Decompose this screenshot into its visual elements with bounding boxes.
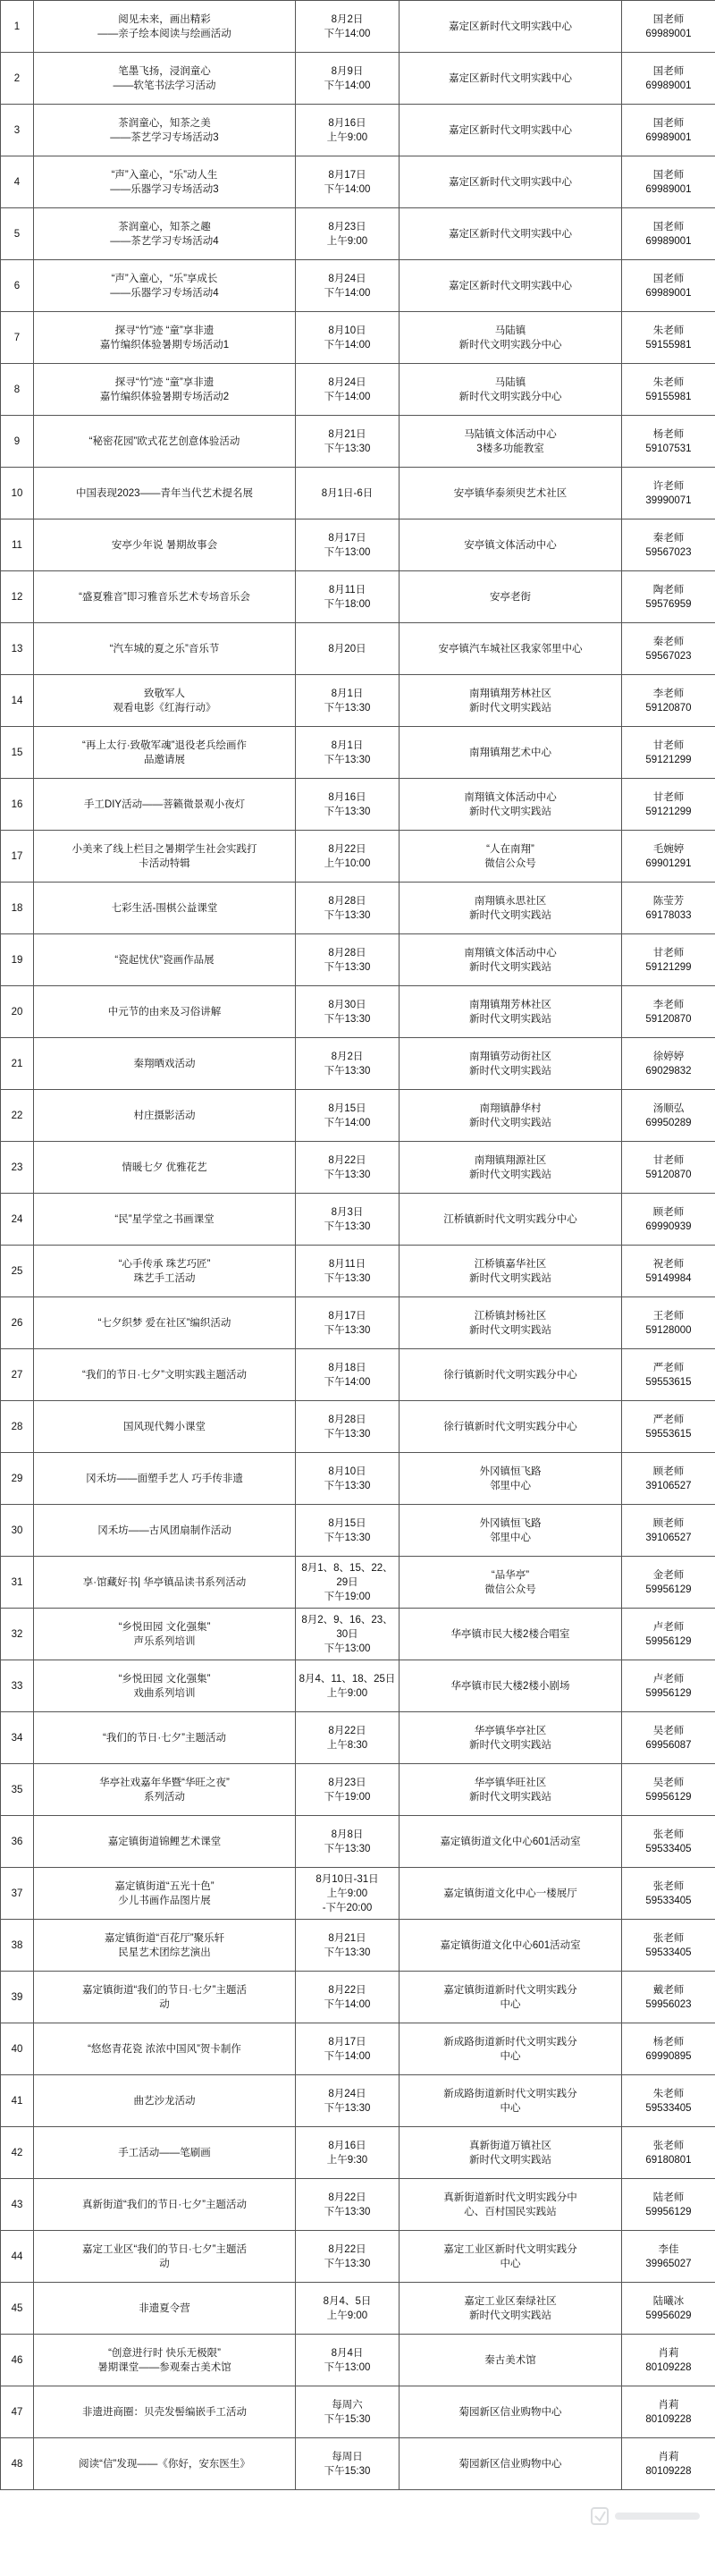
activity-time: 8月28日 下午13:30 (296, 1401, 400, 1453)
row-number: 23 (1, 1142, 34, 1194)
row-number: 3 (1, 105, 34, 156)
activity-name: 中国表现2023——青年当代艺术提名展 (34, 468, 296, 519)
activity-time: 8月20日 (296, 623, 400, 675)
activity-time: 8月24日 下午13:30 (296, 2075, 400, 2127)
activity-place: “品华亭” 微信公众号 (400, 1557, 622, 1609)
row-number: 45 (1, 2283, 34, 2335)
activity-time: 8月23日 上午9:00 (296, 208, 400, 260)
table-row (1, 1453, 715, 1505)
table-row (1, 2438, 715, 2490)
table-row (1, 2179, 715, 2231)
row-number: 26 (1, 1297, 34, 1349)
activity-place: 外冈镇恒飞路 邻里中心 (400, 1505, 622, 1557)
activity-name: “心手传承 珠艺巧匠” 珠艺手工活动 (34, 1246, 296, 1297)
activity-contact: 国老师 69989001 (622, 260, 715, 312)
activity-name: “创意进行时 快乐无极限” 暑期课堂——参观秦古美术馆 (34, 2335, 296, 2386)
row-number: 35 (1, 1764, 34, 1816)
row-number: 21 (1, 1038, 34, 1090)
activity-contact: 祝老师 59149984 (622, 1246, 715, 1297)
table-row (1, 1194, 715, 1246)
table-row (1, 1816, 715, 1868)
watermark-logo-icon (590, 2504, 706, 2528)
table-row (1, 364, 715, 416)
activity-time: 8月9日 下午14:00 (296, 53, 400, 105)
activity-time: 8月22日 下午13:30 (296, 1142, 400, 1194)
activity-place: 安亭镇华泰须臾艺术社区 (400, 468, 622, 519)
table-row (1, 2127, 715, 2179)
activity-name: “悠悠青花瓷 浓浓中国风”贺卡制作 (34, 2023, 296, 2075)
activity-contact: 顾老师 39106527 (622, 1505, 715, 1557)
table-row (1, 1142, 715, 1194)
row-number: 19 (1, 934, 34, 986)
activity-time: 每周六 下午15:30 (296, 2386, 400, 2438)
activity-time: 8月3日 下午13:30 (296, 1194, 400, 1246)
activity-place: 华亭镇华旺社区 新时代文明实践站 (400, 1764, 622, 1816)
activity-place: 嘉定区新时代文明实践中心 (400, 105, 622, 156)
activity-name: “乡悦田园 文化强集” 戏曲系列培训 (34, 1660, 296, 1712)
activity-contact: 严老师 59553615 (622, 1401, 715, 1453)
activity-time: 8月24日 下午14:00 (296, 364, 400, 416)
activity-name: 国风现代舞小课堂 (34, 1401, 296, 1453)
table-row (1, 2075, 715, 2127)
activity-time: 8月17日 下午14:00 (296, 156, 400, 208)
table-row (1, 1090, 715, 1142)
activity-name: “汽车城的夏之乐”音乐节 (34, 623, 296, 675)
activity-name: 冈禾坊——古风团扇制作活动 (34, 1505, 296, 1557)
activity-contact: 吴老师 59956129 (622, 1764, 715, 1816)
activity-place: 真新街道万镇社区 新时代文明实践站 (400, 2127, 622, 2179)
row-number: 41 (1, 2075, 34, 2127)
row-number: 13 (1, 623, 34, 675)
activity-contact: 卢老师 59956129 (622, 1660, 715, 1712)
table-row (1, 1557, 715, 1609)
activity-place: “人在南翔” 微信公众号 (400, 831, 622, 883)
table-row (1, 986, 715, 1038)
activity-name: “瓷起忧伏”瓷画作品展 (34, 934, 296, 986)
row-number: 46 (1, 2335, 34, 2386)
table-row (1, 1, 715, 53)
table-row (1, 1246, 715, 1297)
activity-time: 8月2、9、16、23、30日 下午13:00 (296, 1609, 400, 1660)
row-number: 22 (1, 1090, 34, 1142)
activity-time: 8月18日 下午14:00 (296, 1349, 400, 1401)
activity-name: 致敬军人 观看电影《红海行动》 (34, 675, 296, 727)
activity-time: 8月28日 下午13:30 (296, 883, 400, 934)
activity-place: 江桥镇嘉华社区 新时代文明实践站 (400, 1246, 622, 1297)
activity-contact: 甘老师 59120870 (622, 1142, 715, 1194)
activity-name: “声”入童心，“乐”享成长 ——乐器学习专场活动4 (34, 260, 296, 312)
activity-place: 嘉定镇街道文化中心601活动室 (400, 1920, 622, 1972)
table-row (1, 1764, 715, 1816)
table-row (1, 1297, 715, 1349)
table-row (1, 105, 715, 156)
table-row (1, 1038, 715, 1090)
activity-name: “七夕织梦 爱在社区”编织活动 (34, 1297, 296, 1349)
activity-place: 南翔镇翔芳林社区 新时代文明实践站 (400, 986, 622, 1038)
activity-name: 阅见未来，画出精彩 ——亲子绘本阅读与绘画活动 (34, 1, 296, 53)
activity-name: 华亭社戏嘉年华暨“华旺之夜” 系列活动 (34, 1764, 296, 1816)
table-row (1, 1401, 715, 1453)
activity-place: 嘉定工业区新时代文明实践分 中心 (400, 2231, 622, 2283)
activity-name: 嘉定镇街道“五光十色” 少儿书画作品图片展 (34, 1868, 296, 1920)
table-row (1, 1660, 715, 1712)
activity-name: “声”入童心，“乐”动人生 ——乐器学习专场活动3 (34, 156, 296, 208)
activity-name: 嘉定镇街道“百花厅”聚乐轩 民星艺术团综艺演出 (34, 1920, 296, 1972)
activity-name: 嘉定镇街道锦鲤艺术课堂 (34, 1816, 296, 1868)
activity-time: 8月23日 下午19:00 (296, 1764, 400, 1816)
activity-name: 阅读“信”发现——《你好，安东医生》 (34, 2438, 296, 2490)
table-row (1, 312, 715, 364)
row-number: 12 (1, 571, 34, 623)
activity-time: 8月17日 下午13:00 (296, 519, 400, 571)
table-row (1, 156, 715, 208)
activity-contact: 徐婷婷 69029832 (622, 1038, 715, 1090)
activity-contact: 国老师 69989001 (622, 156, 715, 208)
activity-contact: 朱老师 59155981 (622, 312, 715, 364)
activity-time: 8月28日 下午13:30 (296, 934, 400, 986)
activity-place: 新成路街道新时代文明实践分 中心 (400, 2023, 622, 2075)
activity-place: 嘉定镇街道新时代文明实践分 中心 (400, 1972, 622, 2023)
activity-contact: 杨老师 59107531 (622, 416, 715, 468)
table-row (1, 1505, 715, 1557)
activity-contact: 王老师 59128000 (622, 1297, 715, 1349)
activity-time: 8月4、11、18、25日 上午9:00 (296, 1660, 400, 1712)
activity-place: 安亭镇汽车城社区我家邻里中心 (400, 623, 622, 675)
activity-place: 秦古美术馆 (400, 2335, 622, 2386)
activity-place: 安亭镇文体活动中心 (400, 519, 622, 571)
table-row (1, 675, 715, 727)
table-row (1, 1712, 715, 1764)
activity-table-body (1, 1, 715, 2490)
row-number: 24 (1, 1194, 34, 1246)
activity-name: 嘉定工业区“我们的节日·七夕”主题活 动 (34, 2231, 296, 2283)
activity-place: 嘉定镇街道文化中心一楼展厅 (400, 1868, 622, 1920)
activity-place: 菊园新区信业购物中心 (400, 2438, 622, 2490)
activity-time: 8月10日-31日 上午9:00 -下午20:00 (296, 1868, 400, 1920)
table-row (1, 779, 715, 831)
activity-contact: 吴老师 69956087 (622, 1712, 715, 1764)
row-number: 9 (1, 416, 34, 468)
activity-place: 真新街道新时代文明实践分中 心、百村国民实践站 (400, 2179, 622, 2231)
activity-name: 情暖七夕 优雅花艺 (34, 1142, 296, 1194)
activity-name: 探寻“竹”迹 “童”享非遗 嘉竹编织体验暑期专场活动2 (34, 364, 296, 416)
activity-name: 笔墨飞扬，浸润童心 ——软笔书法学习活动 (34, 53, 296, 105)
row-number: 2 (1, 53, 34, 105)
activity-contact: 国老师 69989001 (622, 105, 715, 156)
activity-place: 嘉定区新时代文明实践中心 (400, 208, 622, 260)
activity-contact: 顾老师 39106527 (622, 1453, 715, 1505)
activity-place: 南翔镇文体活动中心 新时代文明实践站 (400, 934, 622, 986)
activity-contact: 秦老师 59567023 (622, 623, 715, 675)
table-row (1, 2283, 715, 2335)
activity-time: 8月21日 下午13:30 (296, 416, 400, 468)
activity-place: 嘉定区新时代文明实践中心 (400, 1, 622, 53)
table-row (1, 519, 715, 571)
activity-place: 华亭镇市民大楼2楼合唱室 (400, 1609, 622, 1660)
activity-contact: 甘老师 59121299 (622, 727, 715, 779)
activity-time: 8月10日 下午14:00 (296, 312, 400, 364)
row-number: 11 (1, 519, 34, 571)
activity-place: 马陆镇 新时代文明实践分中心 (400, 312, 622, 364)
activity-place: 南翔镇翔源社区 新时代文明实践站 (400, 1142, 622, 1194)
activity-time: 8月30日 下午13:30 (296, 986, 400, 1038)
activity-contact: 甘老师 59121299 (622, 779, 715, 831)
activity-name: 手工DIY活动——菩籁微景观小夜灯 (34, 779, 296, 831)
activity-name: 曲艺沙龙活动 (34, 2075, 296, 2127)
activity-contact: 李佳 39965027 (622, 2231, 715, 2283)
activity-time: 8月10日 下午13:30 (296, 1453, 400, 1505)
activity-name: “再上太行·致敬军魂”退役老兵绘画作 品邀请展 (34, 727, 296, 779)
table-row (1, 883, 715, 934)
activity-contact: 汤顺弘 69950289 (622, 1090, 715, 1142)
table-row (1, 2231, 715, 2283)
table-row (1, 1920, 715, 1972)
activity-name: 嘉定镇街道“我们的节日·七夕”主题活 动 (34, 1972, 296, 2023)
activity-place: 徐行镇新时代文明实践分中心 (400, 1401, 622, 1453)
activity-name: 茶润童心，知茶之美 ——茶艺学习专场活动3 (34, 105, 296, 156)
activity-place: 安亭老街 (400, 571, 622, 623)
activity-contact: 国老师 69989001 (622, 208, 715, 260)
activity-place: 嘉定区新时代文明实践中心 (400, 156, 622, 208)
table-row (1, 1349, 715, 1401)
activity-name: 中元节的由来及习俗讲解 (34, 986, 296, 1038)
table-row (1, 727, 715, 779)
activity-place: 江桥镇新时代文明实践分中心 (400, 1194, 622, 1246)
activity-contact: 张老师 59533405 (622, 1816, 715, 1868)
activity-time: 每周日 下午15:30 (296, 2438, 400, 2490)
table-row (1, 208, 715, 260)
activity-contact: 肖莉 80109228 (622, 2386, 715, 2438)
activity-contact: 金老师 59956129 (622, 1557, 715, 1609)
activity-contact: 毛婉婷 69901291 (622, 831, 715, 883)
activity-time: 8月2日 下午14:00 (296, 1, 400, 53)
row-number: 42 (1, 2127, 34, 2179)
row-number: 5 (1, 208, 34, 260)
activity-place: 嘉定工业区秦绿社区 新时代文明实践站 (400, 2283, 622, 2335)
activity-name: “盛夏雅音”即习雅音乐艺术专场音乐会 (34, 571, 296, 623)
activity-time: 8月22日 上午8:30 (296, 1712, 400, 1764)
row-number: 48 (1, 2438, 34, 2490)
row-number: 14 (1, 675, 34, 727)
activity-contact: 甘老师 59121299 (622, 934, 715, 986)
activity-place: 菊园新区信业购物中心 (400, 2386, 622, 2438)
activity-contact: 戴老师 59956023 (622, 1972, 715, 2023)
row-number: 25 (1, 1246, 34, 1297)
activity-name: 安亭少年说 暑期故事会 (34, 519, 296, 571)
activity-contact: 李老师 59120870 (622, 986, 715, 1038)
activity-contact: 秦老师 59567023 (622, 519, 715, 571)
table-row (1, 623, 715, 675)
activity-name: 小美来了线上栏目之暑期学生社会实践打 卡活动特辑 (34, 831, 296, 883)
activity-time: 8月1日 下午13:30 (296, 675, 400, 727)
activity-time: 8月1、8、15、22、29日 下午19:00 (296, 1557, 400, 1609)
row-number: 7 (1, 312, 34, 364)
row-number: 16 (1, 779, 34, 831)
table-row (1, 416, 715, 468)
row-number: 4 (1, 156, 34, 208)
table-row (1, 934, 715, 986)
activity-contact: 朱老师 59155981 (622, 364, 715, 416)
row-number: 10 (1, 468, 34, 519)
activity-contact: 陶老师 59576959 (622, 571, 715, 623)
activity-contact: 卢老师 59956129 (622, 1609, 715, 1660)
activity-time: 8月8日 下午13:30 (296, 1816, 400, 1868)
activity-contact: 许老师 39990071 (622, 468, 715, 519)
activity-time: 8月22日 下午13:30 (296, 2179, 400, 2231)
activity-place: 华亭镇市民大楼2楼小剧场 (400, 1660, 622, 1712)
row-number: 38 (1, 1920, 34, 1972)
activity-name: “秘密花园”欧式花艺创意体验活动 (34, 416, 296, 468)
activity-time: 8月1日 下午13:30 (296, 727, 400, 779)
row-number: 44 (1, 2231, 34, 2283)
activity-time: 8月15日 下午14:00 (296, 1090, 400, 1142)
table-row (1, 468, 715, 519)
activity-contact: 张老师 59533405 (622, 1920, 715, 1972)
activity-place: 嘉定镇街道文化中心601活动室 (400, 1816, 622, 1868)
activity-name: “乡悦田园 文化强集” 声乐系列培训 (34, 1609, 296, 1660)
row-number: 34 (1, 1712, 34, 1764)
activity-contact: 张老师 59533405 (622, 1868, 715, 1920)
activity-place: 外冈镇恒飞路 邻里中心 (400, 1453, 622, 1505)
table-row (1, 2386, 715, 2438)
activity-name: 探寻“竹”迹 “童”享非遗 嘉竹编织体验暑期专场活动1 (34, 312, 296, 364)
activity-time: 8月4日 下午13:00 (296, 2335, 400, 2386)
activity-place: 南翔镇翔芳林社区 新时代文明实践站 (400, 675, 622, 727)
activity-name: 享·馆藏好书| 华亭镇品读书系列活动 (34, 1557, 296, 1609)
activity-name: 手工活动——笔刷画 (34, 2127, 296, 2179)
activity-place: 新成路街道新时代文明实践分 中心 (400, 2075, 622, 2127)
row-number: 17 (1, 831, 34, 883)
row-number: 33 (1, 1660, 34, 1712)
activity-contact: 国老师 69989001 (622, 1, 715, 53)
row-number: 28 (1, 1401, 34, 1453)
activity-time: 8月17日 下午14:00 (296, 2023, 400, 2075)
table-row (1, 571, 715, 623)
activity-place: 南翔镇劳动街社区 新时代文明实践站 (400, 1038, 622, 1090)
activity-contact: 陈莹芳 69178033 (622, 883, 715, 934)
activity-time: 8月24日 下午14:00 (296, 260, 400, 312)
activity-contact: 杨老师 69990895 (622, 2023, 715, 2075)
activity-name: 七彩生活-围棋公益课堂 (34, 883, 296, 934)
row-number: 47 (1, 2386, 34, 2438)
activity-contact: 朱老师 59533405 (622, 2075, 715, 2127)
row-number: 6 (1, 260, 34, 312)
row-number: 32 (1, 1609, 34, 1660)
table-row (1, 831, 715, 883)
activity-name: 茶润童心，知茶之趣 ——茶艺学习专场活动4 (34, 208, 296, 260)
row-number: 29 (1, 1453, 34, 1505)
activity-place: 马陆镇文体活动中心 3楼多功能教室 (400, 416, 622, 468)
activity-time: 8月22日 下午14:00 (296, 1972, 400, 2023)
row-number: 1 (1, 1, 34, 53)
activity-place: 嘉定区新时代文明实践中心 (400, 53, 622, 105)
row-number: 36 (1, 1816, 34, 1868)
activity-contact: 李老师 59120870 (622, 675, 715, 727)
activity-contact: 陆曦冰 59956029 (622, 2283, 715, 2335)
activity-time: 8月16日 上午9:30 (296, 2127, 400, 2179)
table-row (1, 260, 715, 312)
activity-time: 8月11日 下午13:30 (296, 1246, 400, 1297)
table-row (1, 1972, 715, 2023)
row-number: 37 (1, 1868, 34, 1920)
activity-contact: 陆老师 59956129 (622, 2179, 715, 2231)
activity-place: 南翔镇永思社区 新时代文明实践站 (400, 883, 622, 934)
row-number: 20 (1, 986, 34, 1038)
activity-time: 8月11日 下午18:00 (296, 571, 400, 623)
activity-contact: 国老师 69989001 (622, 53, 715, 105)
activity-name: 村庄摄影活动 (34, 1090, 296, 1142)
row-number: 8 (1, 364, 34, 416)
activity-place: 嘉定区新时代文明实践中心 (400, 260, 622, 312)
activity-contact: 肖莉 80109228 (622, 2438, 715, 2490)
activity-time: 8月22日 上午10:00 (296, 831, 400, 883)
activity-place: 马陆镇 新时代文明实践分中心 (400, 364, 622, 416)
activity-place: 南翔镇静华村 新时代文明实践站 (400, 1090, 622, 1142)
activity-place: 华亭镇华亭社区 新时代文明实践站 (400, 1712, 622, 1764)
row-number: 40 (1, 2023, 34, 2075)
activity-contact: 张老师 69180801 (622, 2127, 715, 2179)
row-number: 43 (1, 2179, 34, 2231)
row-number: 31 (1, 1557, 34, 1609)
activity-time: 8月21日 下午13:30 (296, 1920, 400, 1972)
activity-time: 8月17日 下午13:30 (296, 1297, 400, 1349)
row-number: 27 (1, 1349, 34, 1401)
activity-time: 8月22日 下午13:30 (296, 2231, 400, 2283)
activity-name: 非遗进商圈：贝壳发髻编嵌手工活动 (34, 2386, 296, 2438)
activity-time: 8月16日 上午9:00 (296, 105, 400, 156)
activity-place: 江桥镇封杨社区 新时代文明实践站 (400, 1297, 622, 1349)
activity-name: “我们的节日·七夕”文明实践主题活动 (34, 1349, 296, 1401)
activity-time: 8月16日 下午13:30 (296, 779, 400, 831)
table-row (1, 1868, 715, 1920)
row-number: 15 (1, 727, 34, 779)
activity-name: “民”星学堂之书画课堂 (34, 1194, 296, 1246)
table-row (1, 53, 715, 105)
row-number: 18 (1, 883, 34, 934)
activity-time: 8月4、5日 上午9:00 (296, 2283, 400, 2335)
activity-time: 8月2日 下午13:30 (296, 1038, 400, 1090)
activity-contact: 严老师 59553615 (622, 1349, 715, 1401)
activity-time: 8月1日-6日 (296, 468, 400, 519)
table-row (1, 2023, 715, 2075)
activity-contact: 顾老师 69990939 (622, 1194, 715, 1246)
activity-name: 秦翔晒戏活动 (34, 1038, 296, 1090)
row-number: 39 (1, 1972, 34, 2023)
activity-name: “我们的节日·七夕”主题活动 (34, 1712, 296, 1764)
row-number: 30 (1, 1505, 34, 1557)
activity-time: 8月15日 下午13:30 (296, 1505, 400, 1557)
activity-place: 南翔镇文体活动中心 新时代文明实践站 (400, 779, 622, 831)
activity-name: 真新街道“我们的节日·七夕”主题活动 (34, 2179, 296, 2231)
table-row (1, 1609, 715, 1660)
table-row (1, 2335, 715, 2386)
activity-name: 非遗夏令营 (34, 2283, 296, 2335)
activity-place: 南翔镇翔艺术中心 (400, 727, 622, 779)
activity-contact: 肖莉 80109228 (622, 2335, 715, 2386)
activity-name: 冈禾坊——面塑手艺人 巧手传非遗 (34, 1453, 296, 1505)
activity-place: 徐行镇新时代文明实践分中心 (400, 1349, 622, 1401)
